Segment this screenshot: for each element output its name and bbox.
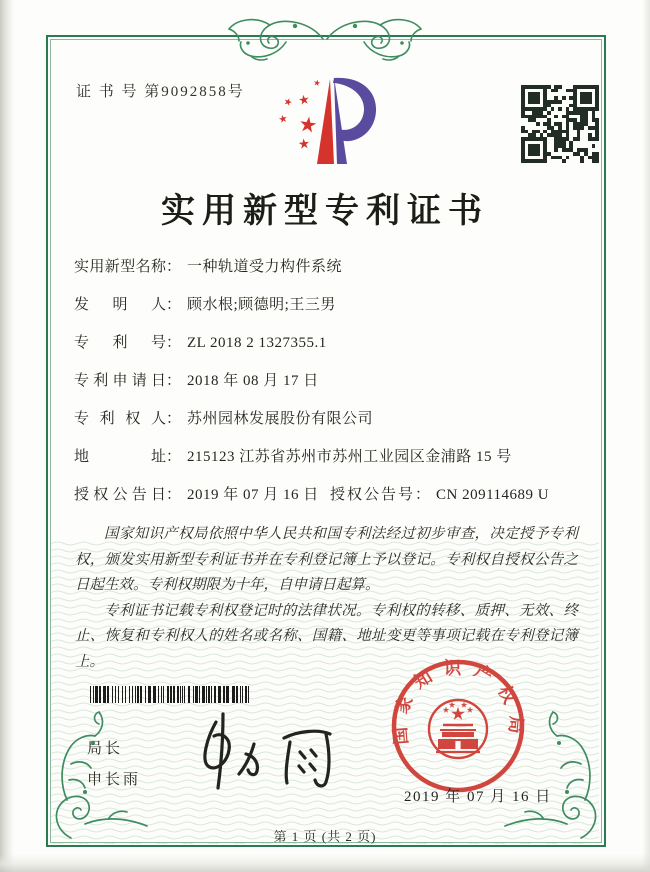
colon: ：	[166, 487, 182, 503]
field-value: 一种轨道受力构件系统	[187, 259, 343, 275]
field-label: 授权公告号	[330, 487, 416, 503]
colon: ：	[166, 297, 182, 313]
colon: ：	[415, 487, 431, 503]
field-label: 地址	[74, 449, 166, 465]
certificate-number: 证 书 号 第9092858号	[76, 84, 245, 100]
signer-title: 局长	[87, 740, 124, 757]
field-grant-number	[330, 483, 549, 504]
field-value: 苏州园林发展股份有限公司	[187, 411, 374, 427]
scan-shadow	[642, 0, 650, 872]
field-value: 顾水根;顾德明;王三男	[187, 297, 336, 313]
field-value: ZL 2018 2 1327355.1	[187, 335, 327, 351]
field-row-address	[74, 445, 579, 465]
field-list	[74, 255, 579, 521]
legal-paragraph: 国家知识产权局依照中华人民共和国专利法经过初步审查，决定授予专利权，颁发实用新型专利证书并在专利登记簿上予以登记。专利权自授权公告之日起生效。专利权期限为十年，自申请日起算。	[75, 526, 578, 593]
field-row-grant-date	[74, 483, 579, 503]
national-emblem-seal-icon	[389, 657, 527, 795]
signer-block	[87, 737, 141, 799]
scan-shadow	[0, 0, 14, 872]
seal-date: 2019 年 07 月 16 日	[404, 789, 552, 805]
field-label: 授权公告日	[74, 487, 166, 503]
field-row-inventors	[74, 293, 579, 313]
field-row-name	[74, 255, 579, 275]
seal-org-text: 国家知识产权局	[389, 657, 527, 746]
colon: ：	[166, 373, 182, 389]
colon: ：	[166, 411, 182, 427]
field-row-filing-date	[74, 369, 579, 389]
signer-name: 申长雨	[87, 771, 142, 788]
qr-code	[521, 85, 599, 163]
field-value: 2018 年 08 月 17 日	[187, 373, 319, 389]
top-scroll-ornament-icon	[224, 12, 426, 64]
colon: ：	[166, 259, 182, 275]
field-value: 215123 江苏省苏州市苏州工业园区金浦路 15 号	[187, 449, 512, 465]
legal-text	[75, 522, 578, 675]
field-row-patent-no	[74, 331, 579, 351]
field-label: 专利号	[74, 335, 166, 351]
scan-shadow	[0, 854, 650, 872]
barcode	[90, 686, 258, 703]
page-number: 第 1 页 (共 2 页)	[273, 829, 377, 844]
cnipa-logo-icon	[277, 74, 379, 170]
certificate-title: 实用新型专利证书	[161, 193, 489, 230]
colon: ：	[166, 335, 182, 351]
legal-paragraph: 专利证书记载专利权登记时的法律状况。专利权的转移、质押、无效、终止、恢复和专利权人的姓名或名称、国籍、地址变更等事项记载在专利登记簿上。	[75, 602, 578, 670]
handwritten-signature-icon	[178, 708, 353, 796]
field-label: 发明人	[74, 297, 166, 313]
field-label: 专利权人	[74, 411, 166, 427]
field-value: CN 209114689 U	[436, 487, 550, 503]
colon: ：	[166, 449, 182, 465]
field-label: 实用新型名称	[74, 259, 166, 275]
field-value: 2019 年 07 月 16 日	[187, 487, 319, 503]
field-label: 专利申请日	[74, 373, 166, 389]
field-row-patentee	[74, 407, 579, 427]
